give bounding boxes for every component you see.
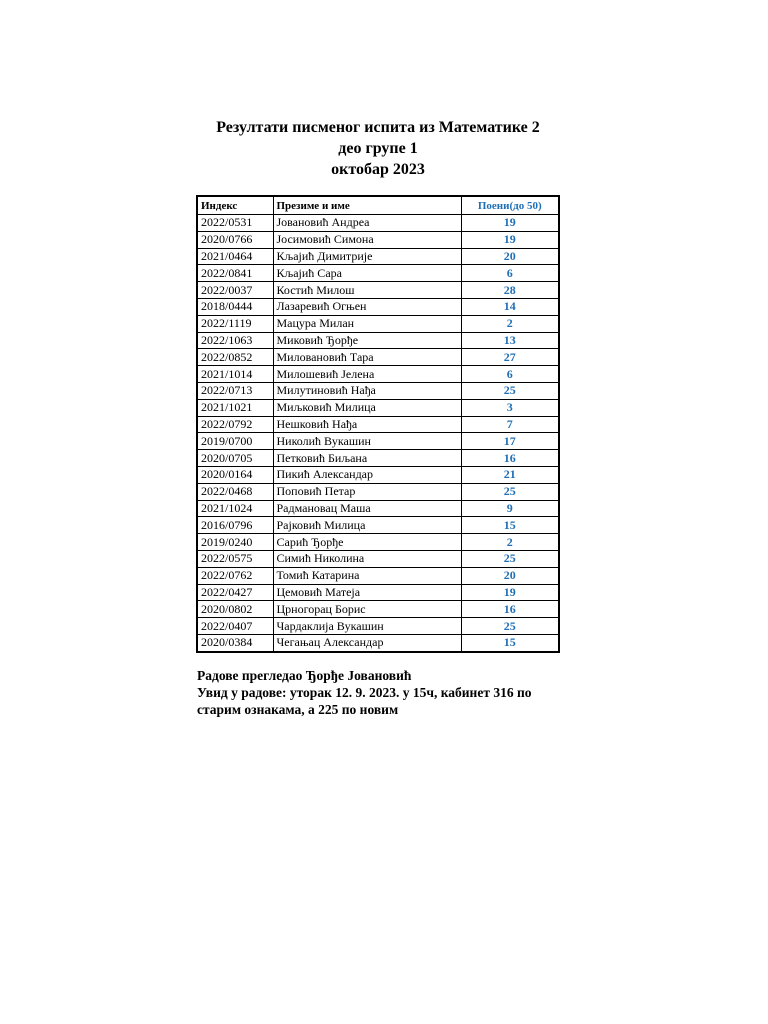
table-row bbox=[197, 298, 559, 315]
column-header-points: Поени(до 50) bbox=[461, 196, 559, 215]
cell-name: Сарић Ђорђе bbox=[273, 534, 461, 551]
cell-points: 14 bbox=[461, 298, 559, 315]
cell-index: 2022/0407 bbox=[197, 618, 273, 635]
cell-name: Костић Милош bbox=[273, 282, 461, 299]
cell-points: 17 bbox=[461, 433, 559, 450]
cell-index: 2022/0841 bbox=[197, 265, 273, 282]
cell-name: Миљковић Милица bbox=[273, 399, 461, 416]
table-row bbox=[197, 215, 559, 232]
table-row bbox=[197, 315, 559, 332]
cell-points: 27 bbox=[461, 349, 559, 366]
cell-name: Лазаревић Огњен bbox=[273, 298, 461, 315]
cell-points: 13 bbox=[461, 332, 559, 349]
cell-index: 2020/0384 bbox=[197, 634, 273, 651]
cell-points: 28 bbox=[461, 282, 559, 299]
table-row bbox=[197, 416, 559, 433]
footer-room-info: старим ознакама, а 225 по новим bbox=[197, 702, 399, 717]
table-row bbox=[197, 332, 559, 349]
table-row bbox=[197, 500, 559, 517]
cell-index: 2022/0792 bbox=[197, 416, 273, 433]
table-row bbox=[197, 248, 559, 265]
table-row bbox=[197, 567, 559, 584]
cell-name: Рајковић Милица bbox=[273, 517, 461, 534]
cell-name: Томић Катарина bbox=[273, 567, 461, 584]
title-line-3: октобар 2023 bbox=[331, 161, 425, 178]
table-row bbox=[197, 550, 559, 567]
document-title bbox=[0, 117, 756, 180]
cell-points: 25 bbox=[461, 550, 559, 567]
footer-reviewer: Радове прегледао Ђорђе Јовановић bbox=[197, 668, 412, 683]
cell-points: 20 bbox=[461, 567, 559, 584]
cell-index: 2020/0164 bbox=[197, 466, 273, 483]
table-row bbox=[197, 349, 559, 366]
cell-points: 16 bbox=[461, 601, 559, 618]
cell-name: Црногорац Борис bbox=[273, 601, 461, 618]
cell-name: Јосимовић Симона bbox=[273, 231, 461, 248]
results-table bbox=[196, 195, 560, 653]
cell-points: 25 bbox=[461, 382, 559, 399]
cell-points: 15 bbox=[461, 517, 559, 534]
cell-name: Миловановић Тара bbox=[273, 349, 461, 366]
cell-index: 2018/0444 bbox=[197, 298, 273, 315]
cell-points: 16 bbox=[461, 450, 559, 467]
cell-index: 2019/0240 bbox=[197, 534, 273, 551]
cell-points: 20 bbox=[461, 248, 559, 265]
cell-index: 2022/0531 bbox=[197, 215, 273, 232]
cell-points: 2 bbox=[461, 534, 559, 551]
table-row bbox=[197, 231, 559, 248]
table-header-row bbox=[197, 196, 559, 215]
cell-index: 2020/0766 bbox=[197, 231, 273, 248]
cell-name: Петковић Биљана bbox=[273, 450, 461, 467]
cell-index: 2016/0796 bbox=[197, 517, 273, 534]
cell-index: 2022/0427 bbox=[197, 584, 273, 601]
cell-index: 2021/1021 bbox=[197, 399, 273, 416]
footer-review-info: Увид у радове: уторак 12. 9. 2023. у 15ч, кабинет 316 по bbox=[197, 685, 532, 700]
cell-index: 2022/1119 bbox=[197, 315, 273, 332]
table-row bbox=[197, 399, 559, 416]
table-row bbox=[197, 517, 559, 534]
table-row bbox=[197, 450, 559, 467]
title-line-2: део групе 1 bbox=[338, 140, 418, 157]
cell-points: 19 bbox=[461, 215, 559, 232]
cell-index: 2021/0464 bbox=[197, 248, 273, 265]
cell-name: Чегањац Александар bbox=[273, 634, 461, 651]
cell-points: 7 bbox=[461, 416, 559, 433]
cell-index: 2019/0700 bbox=[197, 433, 273, 450]
cell-points: 19 bbox=[461, 231, 559, 248]
cell-points: 25 bbox=[461, 618, 559, 635]
table-body bbox=[197, 215, 559, 652]
cell-points: 25 bbox=[461, 483, 559, 500]
table-row bbox=[197, 601, 559, 618]
cell-index: 2022/0037 bbox=[197, 282, 273, 299]
cell-index: 2022/0468 bbox=[197, 483, 273, 500]
table-row bbox=[197, 382, 559, 399]
table-row bbox=[197, 618, 559, 635]
cell-points: 3 bbox=[461, 399, 559, 416]
cell-index: 2021/1014 bbox=[197, 366, 273, 383]
table-row bbox=[197, 265, 559, 282]
cell-index: 2022/1063 bbox=[197, 332, 273, 349]
cell-name: Милутиновић Нађа bbox=[273, 382, 461, 399]
cell-index: 2022/0575 bbox=[197, 550, 273, 567]
cell-points: 2 bbox=[461, 315, 559, 332]
cell-index: 2022/0852 bbox=[197, 349, 273, 366]
title-line-1: Резултати писменог испита из Математике 2 bbox=[216, 119, 540, 136]
cell-name: Миковић Ђорђе bbox=[273, 332, 461, 349]
cell-index: 2020/0705 bbox=[197, 450, 273, 467]
cell-name: Поповић Петар bbox=[273, 483, 461, 500]
table-row bbox=[197, 466, 559, 483]
cell-name: Радмановац Маша bbox=[273, 500, 461, 517]
footer-note bbox=[197, 667, 577, 718]
table-row bbox=[197, 483, 559, 500]
cell-name: Мацура Милан bbox=[273, 315, 461, 332]
cell-name: Чардаклија Вукашин bbox=[273, 618, 461, 635]
column-header-name: Презиме и име bbox=[273, 196, 461, 215]
table-row bbox=[197, 433, 559, 450]
cell-name: Пикић Александар bbox=[273, 466, 461, 483]
cell-name: Нешковић Нађа bbox=[273, 416, 461, 433]
table-row bbox=[197, 584, 559, 601]
column-header-index: Индекс bbox=[197, 196, 273, 215]
cell-name: Милошевић Јелена bbox=[273, 366, 461, 383]
cell-points: 6 bbox=[461, 366, 559, 383]
table-row bbox=[197, 282, 559, 299]
cell-index: 2022/0713 bbox=[197, 382, 273, 399]
cell-points: 15 bbox=[461, 634, 559, 651]
cell-name: Цемовић Матеја bbox=[273, 584, 461, 601]
cell-name: Симић Николина bbox=[273, 550, 461, 567]
cell-name: Јовановић Андреа bbox=[273, 215, 461, 232]
cell-name: Николић Вукашин bbox=[273, 433, 461, 450]
cell-points: 19 bbox=[461, 584, 559, 601]
cell-points: 9 bbox=[461, 500, 559, 517]
cell-index: 2021/1024 bbox=[197, 500, 273, 517]
cell-name: Кљајић Сара bbox=[273, 265, 461, 282]
cell-name: Кљајић Димитрије bbox=[273, 248, 461, 265]
cell-points: 21 bbox=[461, 466, 559, 483]
cell-points: 6 bbox=[461, 265, 559, 282]
table-row bbox=[197, 366, 559, 383]
cell-index: 2022/0762 bbox=[197, 567, 273, 584]
table-row bbox=[197, 634, 559, 651]
table-row bbox=[197, 534, 559, 551]
cell-index: 2020/0802 bbox=[197, 601, 273, 618]
